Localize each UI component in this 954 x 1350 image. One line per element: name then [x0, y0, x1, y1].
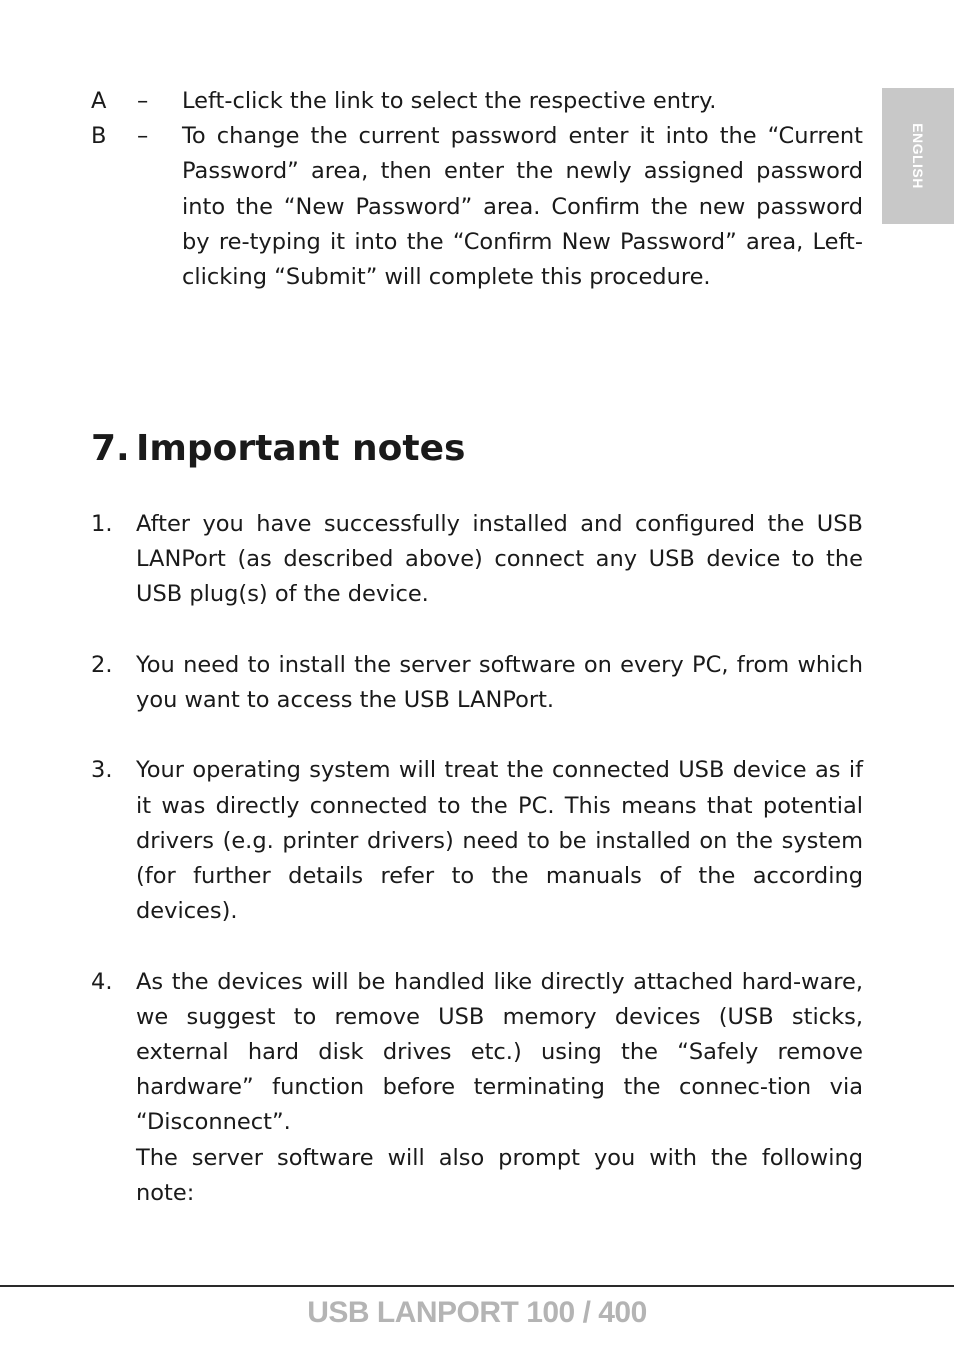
footer-divider	[0, 1285, 954, 1287]
lettered-list	[91, 84, 863, 295]
language-tab	[882, 88, 954, 224]
section-heading	[91, 425, 465, 473]
item-paragraph: After you have successfully installed and configured the USB LANPort (as described above) connect any USB device to the USB plug(s) of the device.	[136, 511, 863, 608]
section-title: Important notes	[136, 428, 466, 469]
list-item	[91, 753, 863, 929]
item-text: To change the current password enter it into the “Current Password” area, then enter the newly assigned password into the “New Password” area. Confirm the new password by re-typing it into the “Confirm New Password” area, Left-clicking “Submit” will complete this procedure.	[182, 123, 863, 291]
item-number: 1.	[91, 511, 113, 537]
list-item	[91, 507, 863, 613]
item-number: 4.	[91, 968, 113, 995]
item-text: Left-click the link to select the respective entry.	[182, 88, 717, 114]
footer-title: USB LANPORT 100 / 400	[307, 1296, 647, 1329]
list-item	[91, 648, 863, 718]
item-dash: –	[137, 88, 149, 114]
item-number: 2.	[91, 651, 113, 678]
list-item	[91, 119, 863, 295]
list-item	[91, 84, 863, 119]
language-tab-label: ENGLISH	[910, 123, 926, 189]
notes-list	[91, 507, 863, 1246]
section-number: 7.	[91, 428, 130, 469]
list-item	[91, 965, 863, 1211]
item-dash: –	[137, 123, 149, 150]
item-paragraph: You need to install the server software on every PC, from which you want to access the USB LANPort.	[136, 651, 863, 713]
item-number: 3.	[91, 757, 113, 784]
item-paragraph: As the devices will be handled like directly attached hard-ware, we suggest to remove USB memory devices (USB sticks, external hard disk drives etc.) using the “Safely remove hardware” function before terminating the connec-tion via “Disconnect”.	[136, 968, 863, 1136]
item-letter: A	[91, 88, 107, 114]
item-letter: B	[91, 123, 107, 150]
item-paragraph: Your operating system will treat the connected USB device as if it was directly connected to the PC. This means that potential drivers (e.g. printer drivers) need to be installed on the system (for further details refer to the manuals of the according devices).	[136, 757, 863, 925]
item-paragraph: The server software will also prompt you with the following note:	[136, 1144, 863, 1206]
